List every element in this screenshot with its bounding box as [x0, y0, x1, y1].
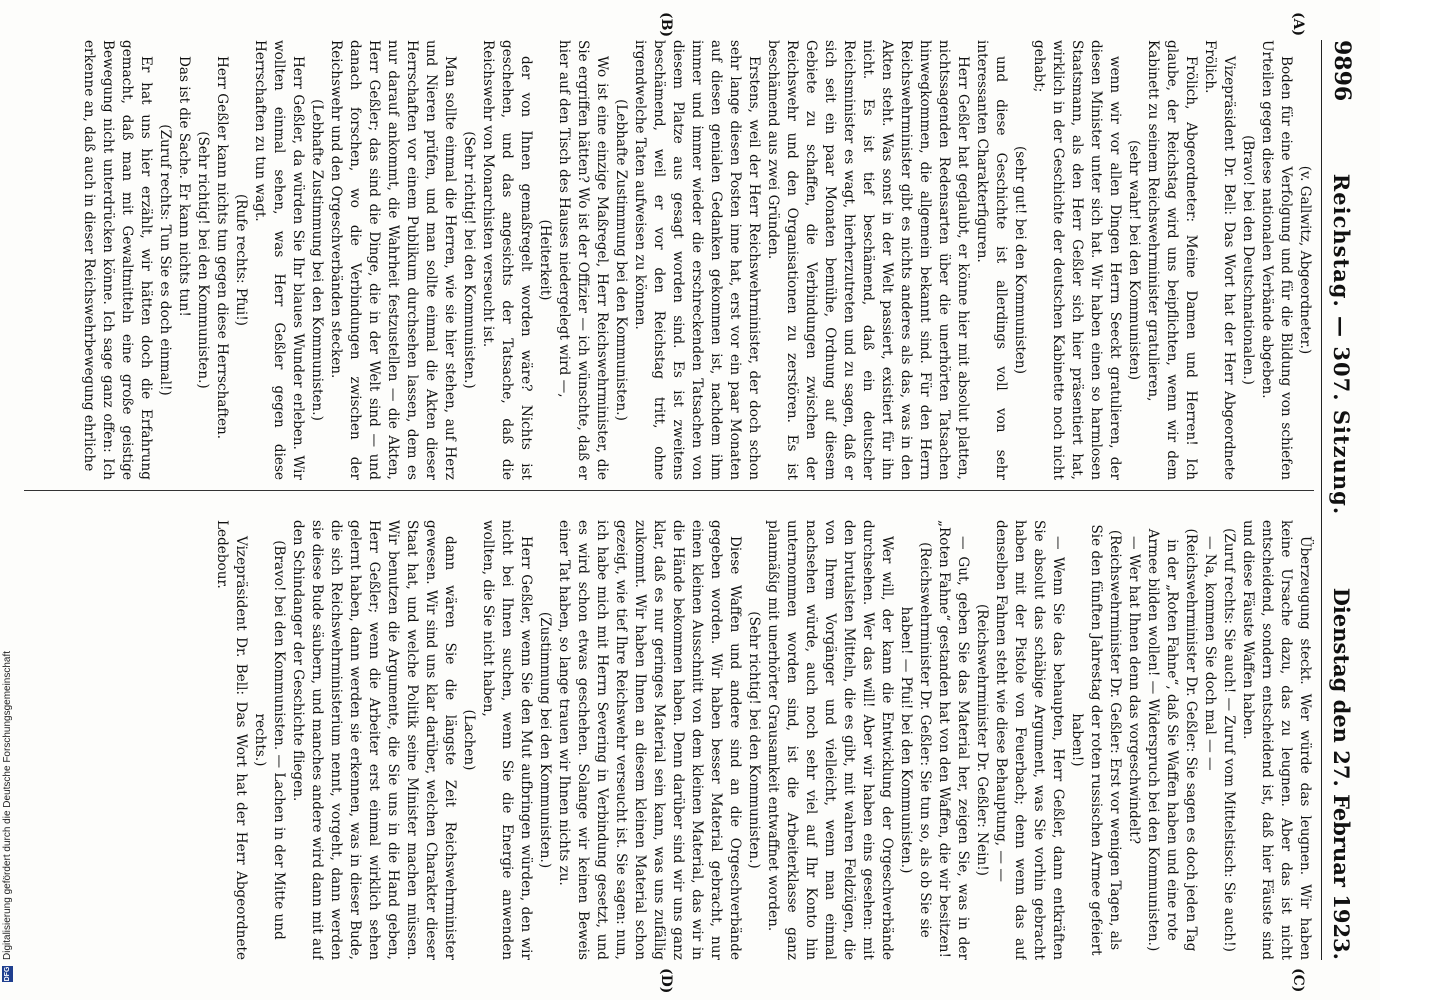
- speech-paragraph: und diese Geschichte ist allerdings voll von sehr interessanten Charakterfiguren.: [974, 40, 1009, 480]
- credit-text: Digitalisierung gefördert durch die Deutsche Forschungsgemeinschaft: [1, 650, 13, 960]
- speech-paragraph: Man sollte einmal die Herren, wie sie hier stehen, auf Herz und Nieren prüfen, und man sollte einmal die Akten dieser Herrschaften vor einem Publikum durchsehen lassen, dem es nur darauf ankommt, die Wahrheit festzustellen — die Akten, Herr Geßler; das sind die Dinge, die in der Welt sind — und danach forschen, wo die Verbindungen zwischen der Reichswehr und den Orgeschverbänden stecken.: [328, 40, 458, 480]
- speech-paragraph: Herr Geßler, wenn Sie den Mut aufbringen würden, den wir nicht bei Ihnen suchen, wenn Sie die Energie anwenden wollten, die Sie nicht haben,: [480, 520, 534, 960]
- interjection: (Heiterkeit): [537, 219, 553, 301]
- interjection: (v. Gallwitz, Abgeordneter.): [1297, 165, 1313, 355]
- interjection: (Reichswehrminister Dr. Geßler: Sie tun so, als ob Sie sie haben! — Pfui! bei den Kommunisten.): [898, 542, 933, 938]
- right-text-column: [24, 520, 1314, 960]
- interjection: (Reichswehrminister Dr. Geßler: Nein!): [974, 604, 990, 876]
- speech-paragraph: — Na, kommen Sie doch mal — —: [1202, 536, 1218, 771]
- interjection: (Lebhafte Zustimmung bei den Kommunisten.): [309, 99, 325, 421]
- interjection: (Rufe rechts: Pfui!): [233, 194, 249, 326]
- interjection: (Sehr richtig! bei den Kommunisten.): [461, 131, 477, 389]
- session-date: Dienstag den 27. Februar 1923.: [1329, 587, 1355, 960]
- speech-paragraph: — Wenn Sie das behaupten, Herr Geßler, dann entkräften Sie absolut das schäbige Argument, was Sie vorhin gebracht haben mit der Pistole von Feuerbach; denn wenn das auf denselben Fahnen steht wie diese Behauptung, — —: [993, 520, 1066, 960]
- dfg-logo: DFG: [3, 966, 11, 982]
- left-text-column: [24, 40, 1314, 480]
- speech-paragraph: Frölich, Abgeordneter: Meine Damen und Herren! Ich glaube, der Reichstag wird uns beipflichten, wenn wir dem Kabinett zu seinem Reichswehrminister gratulieren,: [1145, 40, 1199, 480]
- speech-paragraph: Er hat uns hier erzählt, wir hätten doch die Erfahrung gemacht, daß man mit Gewaltmitteln eine große geistige Bewegung nicht unterdrücken könne. Ich sage ganz offen: Ich erkenne an, daß auch in dieser Reichswehrbewegung ehrliche: [81, 40, 154, 480]
- page-number: 9896: [1329, 40, 1355, 102]
- session-title: Reichstag. — 307. Sitzung.: [1329, 173, 1355, 516]
- interjection: (Zuruf rechts: Tun Sie es doch einmal!): [157, 124, 173, 396]
- digitization-credit: [0, 0, 14, 1000]
- speech-paragraph: Überzeugung steckt. Wer würde das leugnen. Wir haben keine Ursache dazu, das zu leugnen. Aber das ist nicht entscheidend, sondern entscheidend ist, daß hier Fäuste sind und diese Fäuste Waffen haben.: [1240, 520, 1313, 960]
- interjection: (Lebhafte Zustimmung bei den Kommunisten.): [613, 99, 629, 421]
- interjection: (Reichswehrminister Dr. Geßler: Sie sagen es doch jeden Tag in der „Roten Fahne“, daß Sie Waffen haben und eine rote Armee bilden wollen! — Widerspruch bei den Kommunisten.): [1145, 528, 1199, 952]
- interjection: (Bravo! bei den Kommunisten. — Lachen in der Mitte und rechts.): [252, 540, 287, 940]
- speech-paragraph: Das ist die Sache. Er kann nichts tun!: [176, 56, 192, 317]
- speech-paragraph: Boden für eine Verfolgung und für die Bildung von schiefen Urteilen gegen diese nationalen Verbände abgeben.: [1259, 40, 1294, 480]
- interjection: (Sehr richtig! bei den Kommunisten.): [195, 131, 211, 389]
- speech-paragraph: — Wer hat Ihnen denn das vorgeschwindelt?: [1126, 536, 1142, 845]
- margin-mark-d: (D): [658, 968, 674, 994]
- interjection: (sehr gut! bei den Kommunisten): [1012, 146, 1028, 374]
- margin-mark-c: (C): [1290, 968, 1306, 993]
- interjection: (Zuruf rechts: Sie auch! — Zuruf vom Mittelstisch: Sie auch!): [1221, 528, 1237, 952]
- speech-paragraph: Herr Geßler, da würden Sie Ihr blaues Wunder erleben. Wir wollten einmal sehen, was Herr Geßler gegen diese Herrschaften zu tun wagt.: [252, 40, 306, 480]
- speech-paragraph: Erstens, weil der Herr Reichswehrminister, der doch schon sehr lange diesen Posten inne hat, erst vor ein paar Monaten auf diesen genialen Gedanken gekommen ist, nachdem ihm immer und immer wieder die erschreckenden Tatsachen von diesem Platze aus gesagt worden sind. Es ist zweitens beschämend, weil er vor den Reichstag tritt, ohne irgendwelche Taten aufweisen zu können.: [632, 40, 762, 480]
- speech-paragraph: Herr Geßler kann nichts tun gegen diese Herrschaften.: [214, 56, 230, 440]
- margin-mark-b: (B): [658, 12, 674, 38]
- speech-paragraph: Vizepräsident Dr. Bell: Das Wort hat der Herr Abgeordnete Frölich.: [1202, 40, 1237, 480]
- speech-paragraph: dann wären Sie die längste Zeit Reichswehrminister gewesen. Wir sind uns klar darüber, welchen Charakter dieser Staat hat, und welche Politik seine Minister machen müssen. Wir benutzen die Argumente, die Sie uns in die Hand geben, Herr Geßler; wenn die Arbeiter erst einmal wirklich sehen gelernt haben, dann werden sie erkennen, was in dieser Bude, die sich Reichswehrministerium nennt, vorgeht, dann werden sie diese Bude säubern, und manches andere wird dann mit auf den Schindanger der Geschichte fliegen.: [290, 520, 458, 960]
- interjection: (sehr wahr! bei den Kommunisten): [1126, 139, 1142, 381]
- speech-paragraph: Wo ist eine einzige Maßregel, Herr Reichswehrminister, die Sie ergriffen hätten? Wo ist der Offizier — ich wünschte, daß er hier auf den Tisch des Hauses niedergelegt wird —,: [556, 40, 610, 480]
- speech-paragraph: Wer will, der kann die Entwicklung der Orgeschverbände durchsehen. Wer das will! Aber wir haben eins gesehen: mit den brutalsten Mitteln, die es gibt, mit wahren Feldzügen, die von Ihrem Vorgänger und vielleicht, wenn man einmal nachsehen würde, auch noch sehr viel auf Ihr Konto hin unternommen worden sind, ist die Arbeiterklasse ganz planmäßig mit unerhörter Grausamkeit entwaffnet worden.: [765, 520, 895, 960]
- page-header: [1321, 40, 1362, 960]
- speech-paragraph: der von Ihnen gemaßregelt worden wäre? Nichts ist geschehen, und das angesichts der Tatsache, daß die Reichswehr von Monarchisten verseucht ist.: [480, 40, 534, 480]
- speech-paragraph: Vizepräsident Dr. Bell: Das Wort hat der Herr Abgeordnete Ledebour.: [214, 520, 249, 960]
- speech-paragraph: Herr Geßler hat geglaubt, er könne hier mit absolut platten, nichtssagenden Redensarten über die unerhörten Tatsachen hinwegkommen, die allgemein bekannt sind. Für den Herrn Reichswehrminister gibt es nichts anderes als das, was in den Akten steht. Was sonst in der Welt passiert, existiert für ihn nicht. Es ist tief beschämend, daß ein deutscher Reichsminister es wagt, hierherzutreten und zu sagen, daß er sich seit ein paar Monaten bemühe, Ordnung auf diesem Gebiete zu schaffen, die Verbindungen zwischen der Reichswehr und den Organisationen zu zerstören. Es ist beschämend aus zwei Gründen.: [765, 40, 971, 480]
- speech-paragraph: wenn wir vor allen Dingen Herrn Seeckt gratulieren, der diesen Minister unter sich hat. Wir haben einen so harmlosen Staatsmann, als den Herr Geßler sich hier präsentiert hat, wirklich in der Geschichte der deutschen Kabinette noch nicht gehabt;: [1031, 40, 1123, 480]
- speech-paragraph: Diese Waffen und andere sind an die Orgeschverbände gegeben worden. Wir haben besser Material gebracht, nur einen kleinen Ausschnitt von dem kleinen Material, das wir in die Hände bekommen haben. Denn darüber sind wir uns ganz klar, daß es nur geringes Material sein kann, was uns zufällig zukommt. Wir haben Ihnen an diesem kleinen Material schon gezeigt, wie tief Ihre Reichswehr verseucht ist. Sie sagen: nun, ich habe mich mit Herrn Severing in Verbindung gesetzt, und es wird schon etwas geschehen. Solange wir keinen Beweis einer Tat haben, so lange trauen wir Ihnen nichts zu.: [556, 520, 743, 960]
- interjection: (Zustimmung bei den Kommunisten.): [537, 611, 553, 869]
- interjection: (Reichswehrminister Dr. Geßler: Erst vor wenigen Tagen, als Sie den fünften Jahrestag der roten russischen Armee gefeiert haben!): [1069, 524, 1123, 956]
- interjection: (Lachen): [461, 709, 477, 771]
- interjection: (Sehr richtig! bei den Kommunisten.): [746, 611, 762, 869]
- speech-paragraph: — Gut, geben Sie das Material her, zeigen Sie, was in der „Roten Fahne“ gestanden hat von den Waffen, die wir besitzen!: [936, 520, 971, 960]
- column-divider: [24, 490, 1314, 491]
- interjection: (Bravo! bei den Deutschnationalen.): [1240, 135, 1256, 385]
- margin-mark-a: (A): [1290, 12, 1306, 37]
